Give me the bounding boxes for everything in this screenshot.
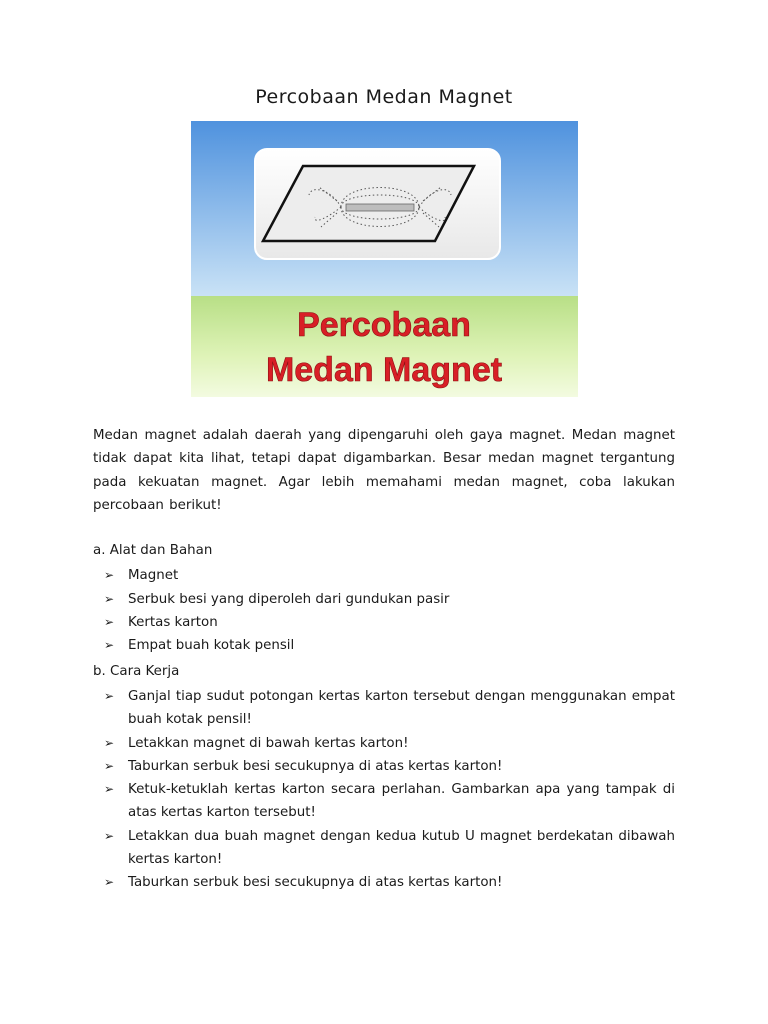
materials-list xyxy=(93,564,675,657)
document-body xyxy=(93,424,675,895)
list-item: ➢ Kertas karton xyxy=(93,611,675,634)
list-item: ➢ Letakkan magnet di bawah kertas karton! xyxy=(93,732,675,755)
list-item: ➢ Ganjal tiap sudut potongan kertas karton tersebut dengan menggunakan empat buah kotak pensil! xyxy=(93,685,675,732)
list-item: ➢ Magnet xyxy=(93,564,675,587)
banner-text-line2: Medan Magnet xyxy=(265,351,503,389)
list-item: ➢ Ketuk-ketuklah kertas karton secara perlahan. Gambarkan apa yang tampak di atas kertas karton tersebut! xyxy=(93,778,675,825)
arrow-bullet-icon: ➢ xyxy=(104,782,115,797)
illustration-image xyxy=(191,121,578,397)
arrow-bullet-icon: ➢ xyxy=(104,758,115,773)
arrow-bullet-icon: ➢ xyxy=(104,688,115,703)
arrow-bullet-icon: ➢ xyxy=(104,875,115,890)
document-title: Percobaan Medan Magnet xyxy=(255,86,513,108)
list-item: ➢ Letakkan dua buah magnet dengan kedua kutub U magnet berdekatan dibawah kertas karton! xyxy=(93,825,675,872)
section-b-heading: b. Cara Kerja xyxy=(93,663,180,679)
arrow-bullet-icon: ➢ xyxy=(104,615,115,630)
list-item: ➢ Taburkan serbuk besi secukupnya di atas kertas karton! xyxy=(93,871,675,894)
arrow-bullet-icon: ➢ xyxy=(104,828,115,843)
arrow-bullet-icon: ➢ xyxy=(104,735,115,750)
list-item: ➢ Empat buah kotak pensil xyxy=(93,634,675,657)
procedure-list xyxy=(93,685,675,895)
intro-paragraph: Medan magnet adalah daerah yang dipengaruhi oleh gaya magnet. Medan magnet tidak dapat kita lihat, tetapi dapat digambarkan. Besar medan magnet tergantung pada kekuatan magnet. Agar lebih memahami medan magnet, coba lakukan percobaan berikut! xyxy=(93,428,675,513)
arrow-bullet-icon: ➢ xyxy=(104,591,115,606)
arrow-bullet-icon: ➢ xyxy=(104,638,115,653)
list-item: ➢ Serbuk besi yang diperoleh dari gundukan pasir xyxy=(93,588,675,611)
banner-text-line1: Percobaan xyxy=(297,306,471,344)
section-a-heading: a. Alat dan Bahan xyxy=(93,543,213,559)
list-item: ➢ Taburkan serbuk besi secukupnya di atas kertas karton! xyxy=(93,755,675,778)
arrow-bullet-icon: ➢ xyxy=(104,568,115,583)
